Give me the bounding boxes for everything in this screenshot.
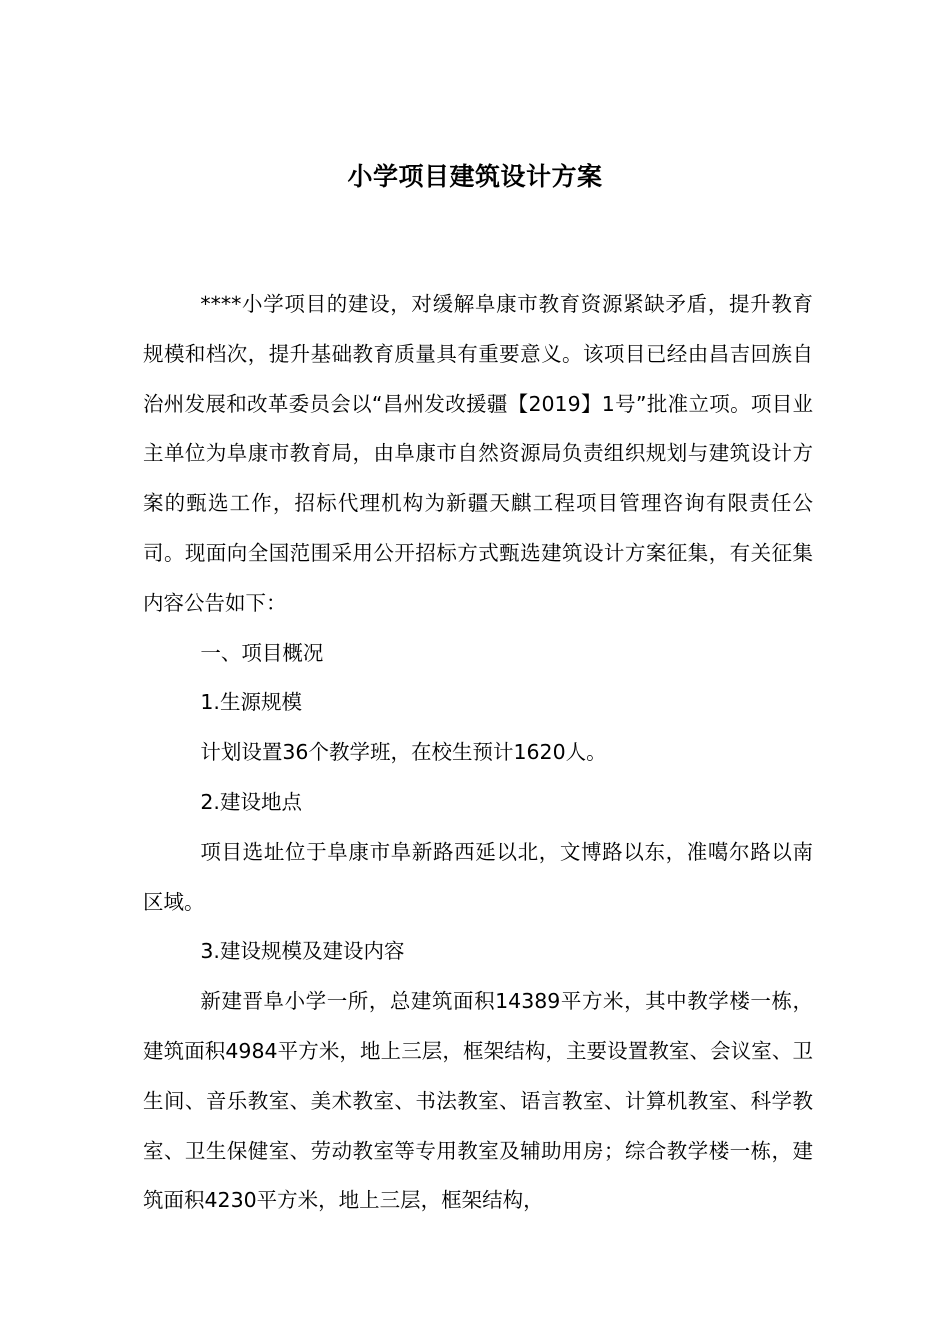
section-heading: 一、项目概况 (200, 640, 324, 665)
paragraph: 计划设置36个教学班，在校生预计1620人。 (200, 740, 607, 765)
paragraph-intro: ****小学项目的建设，对缓解阜康市教育资源紧缺矛盾，提升教育规模和档次，提升基础教育质量具有重要意义。该项目已经由昌吉回族自治州发展和改革委员会以“昌州发改援疆【2019】1号”批准立项。项目业主单位为阜康市教育局，由阜康市自然资源局负责组织规划与建筑设计方案的甄选工作，招标代理机构为新疆天麒工程项目管理咨询有限责任公司。现面向全国范围采用公开招标方式甄选建筑设计方案征集，有关征集内容公告如下： (143, 292, 813, 615)
document-body (143, 280, 813, 1226)
paragraph: 新建晋阜小学一所，总建筑面积14389平方米，其中教学楼一栋，建筑面积4984平方米，地上三层，框架结构，主要设置教室、会议室、卫生间、音乐教室、美术教室、书法教室、语言教室、计算机教室、科学教室、卫生保健室、劳动教室等专用教室及辅助用房；综合教学楼一栋，建筑面积4230平方米，地上三层，框架结构， (143, 989, 813, 1213)
paragraph: 项目选址位于阜康市阜新路西延以北，文博路以东，准噶尔路以南区域。 (143, 839, 813, 914)
subsection-heading: 1.生源规模 (200, 690, 302, 715)
subsection-heading: 2.建设地点 (200, 789, 302, 814)
subsection-heading: 3.建设规模及建设内容 (200, 939, 405, 964)
document-title: 小学项目建筑设计方案 (347, 162, 603, 191)
